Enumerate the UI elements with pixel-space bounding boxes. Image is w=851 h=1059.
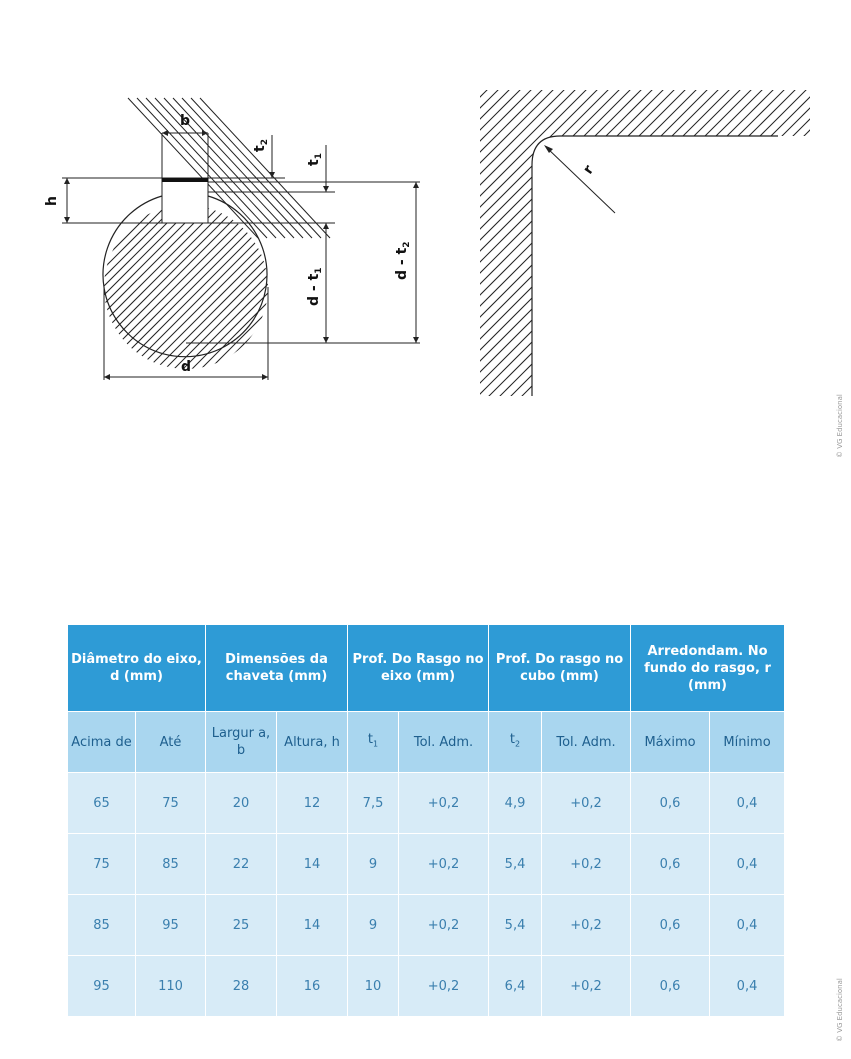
table-cell: 5,4 [489, 834, 542, 895]
table-cell: +0,2 [399, 773, 489, 834]
subheader-ate: Até [136, 712, 206, 773]
table-cell: 20 [206, 773, 277, 834]
subheader-t1: $t_1$ [348, 712, 399, 773]
table-cell: 0,6 [631, 773, 710, 834]
header-arredondamento: Arredondam. No fundo do rasgo, r (mm) [631, 625, 785, 712]
keyway-table [67, 624, 785, 1017]
table-cell: +0,2 [399, 895, 489, 956]
table-cell: 25 [206, 895, 277, 956]
table-cell: 0,6 [631, 895, 710, 956]
table-cell: 85 [136, 834, 206, 895]
label-r: r [580, 162, 598, 178]
header-prof-eixo: Prof. Do Rasgo no eixo (mm) [348, 625, 489, 712]
table-cell: 22 [206, 834, 277, 895]
header-diametro: Diâmetro do eixo, d (mm) [68, 625, 206, 712]
label-d: d [181, 359, 192, 375]
table-row [68, 895, 785, 956]
table-cell: 12 [277, 773, 348, 834]
header-prof-cubo: Prof. Do rasgo no cubo (mm) [489, 625, 631, 712]
fillet-corner [155, 85, 851, 400]
table-cell: +0,2 [542, 773, 631, 834]
label-h: h [44, 196, 60, 206]
hub-hatch [128, 98, 330, 238]
subheader-altura: Altura, h [277, 712, 348, 773]
table-cell: 75 [136, 773, 206, 834]
table-cell: 6,4 [489, 956, 542, 1017]
table-cell: +0,2 [542, 956, 631, 1017]
watermark-bottom: © VG Educacional [836, 978, 844, 1042]
table-cell: 95 [136, 895, 206, 956]
table-cell: +0,2 [542, 834, 631, 895]
label-d-t1: d - $t_1$ [306, 267, 324, 306]
label-b: b [180, 113, 191, 129]
subheader-maximo: Máximo [631, 712, 710, 773]
table-cell: 75 [68, 834, 136, 895]
table-cell: 5,4 [489, 895, 542, 956]
label-t1: $t_1$ [306, 153, 324, 166]
key [162, 133, 208, 223]
table-cell: 0,4 [710, 895, 785, 956]
table-cell: 14 [277, 834, 348, 895]
label-d-t2: d - $t_2$ [394, 241, 412, 280]
table-cell: 7,5 [348, 773, 399, 834]
table-row [68, 956, 785, 1017]
keyway-diagram [0, 0, 851, 420]
subheader-largura: Largur a, b [206, 712, 277, 773]
table-cell: +0,2 [399, 956, 489, 1017]
subheader-t2: $t_2$ [489, 712, 542, 773]
table-row [68, 834, 785, 895]
table-cell: 4,9 [489, 773, 542, 834]
table-row [68, 773, 785, 834]
header-dimensoes: Dimensões da chaveta (mm) [206, 625, 348, 712]
subheader-minimo: Mínimo [710, 712, 785, 773]
table-cell: +0,2 [399, 834, 489, 895]
table-cell: 16 [277, 956, 348, 1017]
label-t2: $t_2$ [252, 139, 270, 152]
table-cell: 95 [68, 956, 136, 1017]
subheader-acima: Acima de [68, 712, 136, 773]
table-cell: 14 [277, 895, 348, 956]
table-cell: 28 [206, 956, 277, 1017]
table-cell: 85 [68, 895, 136, 956]
subheader-tol1: Tol. Adm. [399, 712, 489, 773]
table-cell: 110 [136, 956, 206, 1017]
subheader-tol2: Tol. Adm. [542, 712, 631, 773]
table-cell: 65 [68, 773, 136, 834]
watermark-top: © VG Educacional [836, 394, 844, 458]
table-cell: +0,2 [542, 895, 631, 956]
table-cell: 0,6 [631, 834, 710, 895]
shaft-section [0, 196, 442, 372]
table-cell: 0,4 [710, 834, 785, 895]
table-cell: 0,6 [631, 956, 710, 1017]
table-cell: 0,4 [710, 773, 785, 834]
table-cell: 9 [348, 895, 399, 956]
table-cell: 9 [348, 834, 399, 895]
table-cell: 10 [348, 956, 399, 1017]
table-cell: 0,4 [710, 956, 785, 1017]
